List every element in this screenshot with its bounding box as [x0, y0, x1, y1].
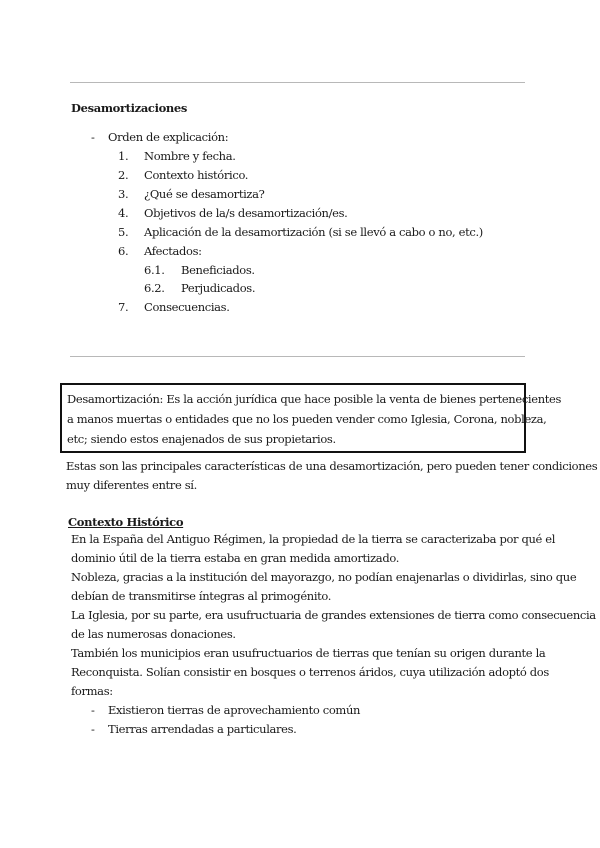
context-line: En la España del Antiguo Régimen, la propiedad de la tierra se caracterizaba por qué el [71, 532, 556, 546]
context-line: La Iglesia, por su parte, era usufructuaria de grandes extensiones de tierra como consecuencia [71, 608, 596, 622]
context-bullet-text: Existieron tierras de aprovechamiento común [108, 703, 361, 717]
outline-item-num: 3. [118, 187, 129, 201]
outline-subitem-num: 6.2. [144, 281, 165, 295]
outline-item-text: Nombre y fecha. [144, 149, 236, 163]
section-title: Desamortizaciones [71, 101, 188, 115]
outline-subitem-num: 6.1. [144, 263, 165, 277]
context-line: formas: [71, 684, 113, 698]
outline-item-text: Afectados: [144, 244, 202, 258]
context-line: Nobleza, gracias a la institución del mayorazgo, no podían enajenarlas o dividirlas, sino que [71, 570, 577, 584]
context-line: Reconquista. Solían consistir en bosques o terrenos áridos, cuya utilización adoptó dos [71, 665, 549, 679]
context-bullet-mark: - [91, 703, 95, 717]
context-bullet-mark: - [91, 722, 95, 736]
context-heading: Contexto Histórico [68, 515, 184, 529]
definition-box [60, 383, 562, 453]
context-line: También los municipios eran usufructuarios de tierras que tenían su origen durante la [71, 646, 546, 660]
definition-line: etc; siendo estos enajenados de sus propietarios. [67, 432, 336, 446]
characteristics-line: Estas son las principales características de una desamortización, pero pueden tener condiciones [66, 459, 598, 473]
outline-intro: Orden de explicación: [108, 130, 229, 144]
outline-item-num: 2. [118, 168, 129, 182]
outline-item-text: Consecuencias. [144, 300, 230, 314]
definition-line: a manos muertas o entidades que no los pueden vender como Iglesia, Corona, nobleza, [67, 412, 547, 426]
outline-item-text: Objetivos de la/s desamortización/es. [144, 206, 348, 220]
middle-divider [70, 356, 525, 357]
outline-subitem-text: Perjudicados. [181, 281, 256, 295]
context-bullet-text: Tierras arrendadas a particulares. [108, 722, 297, 736]
outline-subitem-text: Beneficiados. [181, 263, 255, 277]
characteristics-line: muy diferentes entre sí. [66, 478, 197, 492]
definition-line: Desamortización: Es la acción jurídica que hace posible la venta de bienes pertenecientes [67, 392, 562, 406]
top-divider [70, 82, 525, 83]
outline-item-text: ¿Qué se desamortiza? [144, 187, 265, 201]
outline-item-num: 7. [118, 300, 129, 314]
outline-item-num: 5. [118, 225, 129, 239]
context-line: debían de transmitirse íntegras al primogénito. [71, 589, 332, 603]
outline-item-num: 6. [118, 244, 129, 258]
context-line: dominio útil de la tierra estaba en gran medida amortizado. [71, 551, 400, 565]
outline-item-text: Contexto histórico. [144, 168, 249, 182]
outline-bullet: - [91, 130, 95, 144]
context-line: de las numerosas donaciones. [71, 627, 236, 641]
outline-item-text: Aplicación de la desamortización (si se llevó a cabo o no, etc.) [144, 225, 483, 239]
outline-item-num: 4. [118, 206, 129, 220]
outline-item-num: 1. [118, 149, 129, 163]
